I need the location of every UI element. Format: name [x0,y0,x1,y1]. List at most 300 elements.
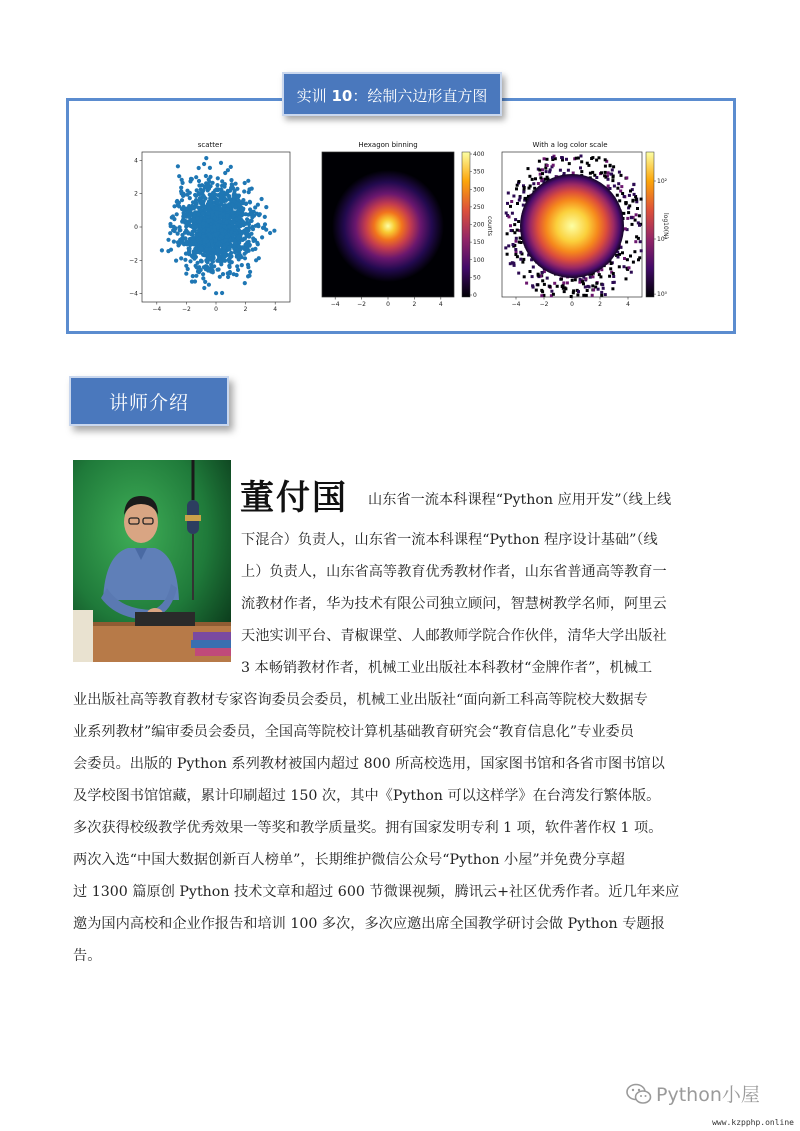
scatter-point [225,220,229,224]
log-hexbin-bin [595,176,598,179]
log-hexbin-bin [601,283,604,286]
log-hexbin-bin [580,155,583,158]
scatter-point [218,275,222,279]
scatter-point [248,200,252,204]
log-hexbin-bin [630,271,633,274]
log-hexbin-bin [580,160,583,163]
scatter-point [251,248,255,252]
scatter-point [189,212,193,216]
scatter-point [211,244,215,248]
scatter-point [187,248,191,252]
scatter-point [242,189,246,193]
log-hexbin-bin [634,240,637,243]
bio-line: 及学校图书馆馆藏，累计印刷超过 150 次，其中《Python 可以这样学》在台湾发行繁体版。 [73,788,661,804]
log-hexbin-bin [628,194,631,197]
scatter-point [206,219,210,223]
scatter-point [225,208,229,212]
scatter-point [229,165,233,169]
scatter-point [235,222,239,226]
log-hexbin-bin [551,156,554,159]
colorbar-tick-label: 300 [473,186,485,194]
log-hexbin-bin [625,277,628,280]
log-hexbin-bin [628,204,631,207]
scatter-point [199,259,203,263]
colorbar-tick-label: 100 [473,256,485,264]
log-hexbin-bin [638,256,641,259]
log-hexbin-bin [586,162,589,165]
log-hexbin-bin [633,193,636,196]
log-hexbin-bin [604,171,607,174]
scatter-point [197,166,201,170]
log-hexbin-bin [584,286,587,289]
log-hexbin-bin [613,185,616,188]
log-hexbin-bin [618,171,621,174]
scatter-point [216,268,220,272]
log-hexbin-bin [576,293,579,296]
log-hexbin-bin [589,172,592,175]
scatter-point [213,188,217,192]
scatter-point [223,203,227,207]
scatter-point [186,267,190,271]
log-hexbin-bin [611,169,614,172]
colorbar-tick-label: 50 [473,274,481,282]
log-hexbin-bin [548,285,551,288]
log-hexbin-bin [620,246,623,249]
log-hexbin-colorbar-label: log10(N) [662,213,669,239]
log-hexbin-bin [523,275,526,278]
scatter-point [243,256,247,260]
log-hexbin-bin [611,287,614,290]
bio-line: 过 1300 篇原创 Python 技术文章和超过 600 节微课视频，腾讯云+社区优秀作者。近几年来应 [73,884,680,900]
x-tick-label: −4 [511,301,521,308]
log-hexbin-bin [512,195,515,198]
log-hexbin-bin [624,227,627,230]
scatter-point [191,206,195,210]
log-hexbin-bin [511,212,514,215]
log-hexbin-bin [586,289,589,292]
scatter-point [196,261,200,265]
log-hexbin-bin [552,164,555,167]
log-hexbin-bin [607,171,610,174]
log-hexbin-bin [607,178,610,181]
log-hexbin-bin [626,217,629,220]
scatter-point [190,225,194,229]
log-hexbin-bin [618,199,621,202]
scatter-point [219,234,223,238]
log-hexbin-bin [604,165,607,168]
scatter-point [228,265,232,269]
scatter-point [197,228,201,232]
hexbin-colorbar [462,152,470,297]
scatter-point [184,272,188,276]
log-hexbin-bin [608,275,611,278]
scatter-point [241,212,245,216]
scatter-point [183,214,187,218]
scatter-point [219,198,223,202]
scatter-point [250,219,254,223]
scatter-point [218,219,222,223]
scatter-point [254,258,258,262]
log-hexbin-bin [514,248,517,251]
log-hexbin-bin [517,272,520,275]
log-hexbin-bin [535,289,538,292]
instructor-photo [73,460,231,662]
scatter-point [184,242,188,246]
log-hexbin-bin [592,288,595,291]
log-hexbin-bin [585,294,588,297]
log-hexbin-bin [629,255,632,258]
scatter-point [210,268,214,272]
scatter-point [237,235,241,239]
log-hexbin-bin [635,213,638,216]
log-hexbin-bin [620,174,623,177]
log-hexbin-bin [623,257,626,260]
log-hexbin-bin [612,165,615,168]
log-hexbin-bin [541,279,544,282]
scatter-point [175,200,179,204]
log-hexbin-bin [602,287,605,290]
scatter-point [222,249,226,253]
x-tick-label: 0 [570,301,574,308]
log-hexbin-bin [550,290,553,293]
scatter-point [219,161,223,165]
scatter-point [260,235,264,239]
colorbar-tick-label: 0 [473,292,477,299]
scatter-point [219,228,223,232]
scatter-point [193,279,197,283]
scatter-point [225,213,229,217]
scatter-point [234,182,238,186]
log-hexbin-bin [600,294,603,297]
log-hexbin-bin [595,159,598,162]
scatter-point [272,229,276,233]
log-hexbin-bin [592,275,595,278]
y-tick-label: 2 [134,190,138,198]
scatter-point [232,247,236,251]
scatter-point [180,178,184,182]
log-hexbin-bin [603,174,606,177]
scatter-point [197,179,201,183]
log-hexbin-bin [541,290,544,293]
scatter-point [195,265,199,269]
log-hexbin-bin [560,278,563,281]
log-hexbin-bin [537,274,540,277]
scatter-point [219,195,223,199]
scatter-point [247,274,251,278]
log-hexbin-bin [571,279,574,282]
scatter-point [188,259,192,263]
scatter-plot [124,140,294,318]
scatter-point [204,174,208,178]
scatter-point [214,291,218,295]
scatter-point [258,212,262,216]
watermark [626,1080,760,1107]
log-hexbin-bin [589,276,592,279]
log-hexbin-bin [631,223,634,226]
scatter-point [241,220,245,224]
x-tick-label: −2 [181,306,191,313]
log-hexbin-bin [620,185,623,188]
scatter-point [221,272,225,276]
scatter-point [231,211,235,215]
colorbar-tick-label: 10⁰ [657,291,668,299]
scatter-point [243,281,247,285]
log-hexbin-bin [623,195,626,198]
scatter-point [185,222,189,226]
scatter-point [268,231,272,235]
x-tick-label: −2 [539,301,549,308]
log-hexbin-bin [544,178,547,181]
colorbar-tick-label: 200 [473,221,485,229]
scatter-point [202,162,206,166]
log-hexbin-bin [514,253,517,256]
scatter-point [214,232,218,236]
log-hexbin-bin [638,224,641,227]
log-hexbin-bin [506,202,509,205]
scatter-point [219,242,223,246]
site-mark: www.kzpphp.online [712,1118,794,1127]
scatter-point [201,272,205,276]
wechat-icon [626,1083,652,1105]
log-hexbin-bin [536,283,539,286]
log-hexbin-bin [637,237,640,240]
log-hexbin-bin [523,186,526,189]
scatter-point [245,217,249,221]
bio-line: 多次获得校级教学优秀效果一等奖和教学质量奖。拥有国家发明专利 1 项，软件著作权 1 项。 [73,820,663,836]
log-hexbin-bin [506,253,509,256]
log-hexbin-bin [617,182,620,185]
scatter-point [223,245,227,249]
log-hexbin-bin [545,170,548,173]
scatter-point [213,216,217,220]
scatter-point [201,212,205,216]
log-hexbin-bin [572,291,575,294]
scatter-point [211,181,215,185]
log-hexbin-bin [506,232,509,235]
bio-line: 邀为国内高校和企业作报告和培训 100 多次，多次应邀出席全国教学研讨会做 Python 专题报 [73,916,665,932]
scatter-point [186,230,190,234]
scatter-point [206,228,210,232]
scatter-point [227,224,231,228]
scatter-point [202,234,206,238]
x-tick-label: −4 [330,301,340,308]
log-hexbin-bin [568,162,571,165]
scatter-point [213,239,217,243]
scatter-point [204,156,208,160]
bio-line: 山东省一流本科课程“Python 应用开发”（线上线 [368,492,672,508]
scatter-point [216,176,220,180]
log-hexbin-bin [509,262,512,265]
log-hexbin-bin [507,244,510,247]
scatter-point [197,270,201,274]
scatter-point [166,238,170,242]
scatter-point [229,251,233,255]
hexbin-plot-svg [306,140,494,318]
scatter-point [219,208,223,212]
scatter-point [183,258,187,262]
scatter-point [176,203,180,207]
log-hexbin-bin [629,190,632,193]
log-hexbin-bin [579,166,582,169]
scatter-point [194,175,198,179]
scatter-plot-title: scatter [197,141,223,149]
colorbar-tick-label: 400 [473,151,485,158]
log-hexbin-bin [640,249,643,252]
scatter-point [244,202,248,206]
scatter-point [204,259,208,263]
log-hexbin-bin [556,285,559,288]
log-hexbin-bin [513,264,516,267]
scatter-point [192,218,196,222]
scatter-point [208,256,212,260]
log-hexbin-bin [634,219,637,222]
scatter-point [176,164,180,168]
scatter-point [174,259,178,263]
log-hexbin-colorbar [646,152,654,297]
scatter-point [166,249,170,253]
log-hexbin-bin [549,168,552,171]
scatter-point [207,283,211,287]
exercise-title-suffix: ：绘制六边形直方图 [352,87,488,105]
scatter-point [205,247,209,251]
scatter-point [191,274,195,278]
scatter-point [263,222,267,226]
log-hexbin-bin [604,293,607,296]
log-hexbin-bin [543,283,546,286]
log-hexbin-bin [546,164,549,167]
log-hexbin-plot-title: With a log color scale [532,141,608,149]
y-tick-label: 0 [134,224,138,231]
log-hexbin-bin [528,187,531,190]
scatter-point [215,212,219,216]
log-hexbin-density [520,174,624,278]
log-hexbin-bin [529,270,532,273]
log-hexbin-bin [538,169,541,172]
scatter-point [256,242,260,246]
log-hexbin-bin [622,212,625,215]
scatter-point [168,222,172,226]
scatter-point [229,178,233,182]
log-hexbin-bin [537,182,540,185]
scatter-point [237,251,241,255]
log-hexbin-bin [509,224,512,227]
x-tick-label: 4 [438,301,443,308]
log-hexbin-bin [516,184,519,187]
scatter-point [203,204,207,208]
log-hexbin-bin [532,286,535,289]
log-hexbin-bin [539,176,542,179]
log-hexbin-bin [515,187,518,190]
scatter-point [246,263,250,267]
scatter-point [260,197,264,201]
log-hexbin-bin [520,241,523,244]
scatter-point [184,252,188,256]
log-hexbin-bin [513,231,516,234]
log-hexbin-bin [621,251,624,254]
log-hexbin-bin [519,251,522,254]
scatter-point [195,233,199,237]
log-hexbin-bin [617,256,620,259]
x-tick-label: 2 [243,306,248,313]
scatter-point [192,251,196,255]
scatter-point [179,186,183,190]
log-hexbin-bin [618,265,621,268]
scatter-point [240,207,244,211]
log-hexbin-bin [518,180,521,183]
log-hexbin-bin [625,241,628,244]
y-tick-label: −2 [129,257,138,265]
scatter-point [264,205,268,209]
log-hexbin-bin [543,157,546,160]
log-hexbin-bin [580,170,583,173]
scatter-point [160,248,164,252]
log-hexbin-bin [552,293,555,296]
log-hexbin-bin [561,285,564,288]
log-hexbin-bin [597,288,600,291]
scatter-point [220,179,224,183]
scatter-point [263,215,267,219]
scatter-point [218,259,222,263]
scatter-point [194,274,198,278]
log-hexbin-bin [625,176,628,179]
instructor-name: 董付国 [240,478,348,518]
scatter-point [232,195,236,199]
log-hexbin-bin [532,182,535,185]
bio-line: 下混合）负责人，山东省一流本科课程“Python 程序设计基础”（线 [241,532,658,548]
log-hexbin-bin [522,258,525,261]
scatter-plot-svg [124,140,294,318]
log-hexbin-bin [625,201,628,204]
scatter-point [210,210,214,214]
log-hexbin-bin [519,237,522,240]
log-hexbin-bin [581,280,584,283]
scatter-point [203,280,207,284]
y-tick-label: 4 [134,157,138,165]
scatter-point [210,239,214,243]
log-hexbin-bin [538,160,541,163]
scatter-point [226,275,230,279]
scatter-point [219,214,223,218]
log-hexbin-bin [528,175,531,178]
scatter-point [240,200,244,204]
colorbar-tick-label: 250 [473,203,485,211]
log-hexbin-bin [564,287,567,290]
log-hexbin-bin [522,191,525,194]
log-hexbin-bin [640,198,643,201]
log-hexbin-bin [513,223,516,226]
scatter-point [261,226,265,230]
scatter-point [231,186,235,190]
log-hexbin-bin [504,246,507,249]
log-hexbin-bin [544,167,547,170]
scatter-point [172,240,176,244]
log-hexbin-bin [595,282,598,285]
log-hexbin-plot [496,140,669,318]
scatter-point [228,271,232,275]
scatter-point [171,214,175,218]
log-hexbin-bin [505,212,508,215]
log-hexbin-bin [531,275,534,278]
log-hexbin-bin [510,200,513,203]
scatter-point [232,272,236,276]
hexbin-colorbar-label: counts [486,215,493,237]
scatter-point [180,233,184,237]
log-hexbin-bin [639,240,642,243]
bio-line: 告。 [73,948,102,964]
scatter-point [246,179,250,183]
log-hexbin-bin [591,284,594,287]
scatter-point [219,191,223,195]
